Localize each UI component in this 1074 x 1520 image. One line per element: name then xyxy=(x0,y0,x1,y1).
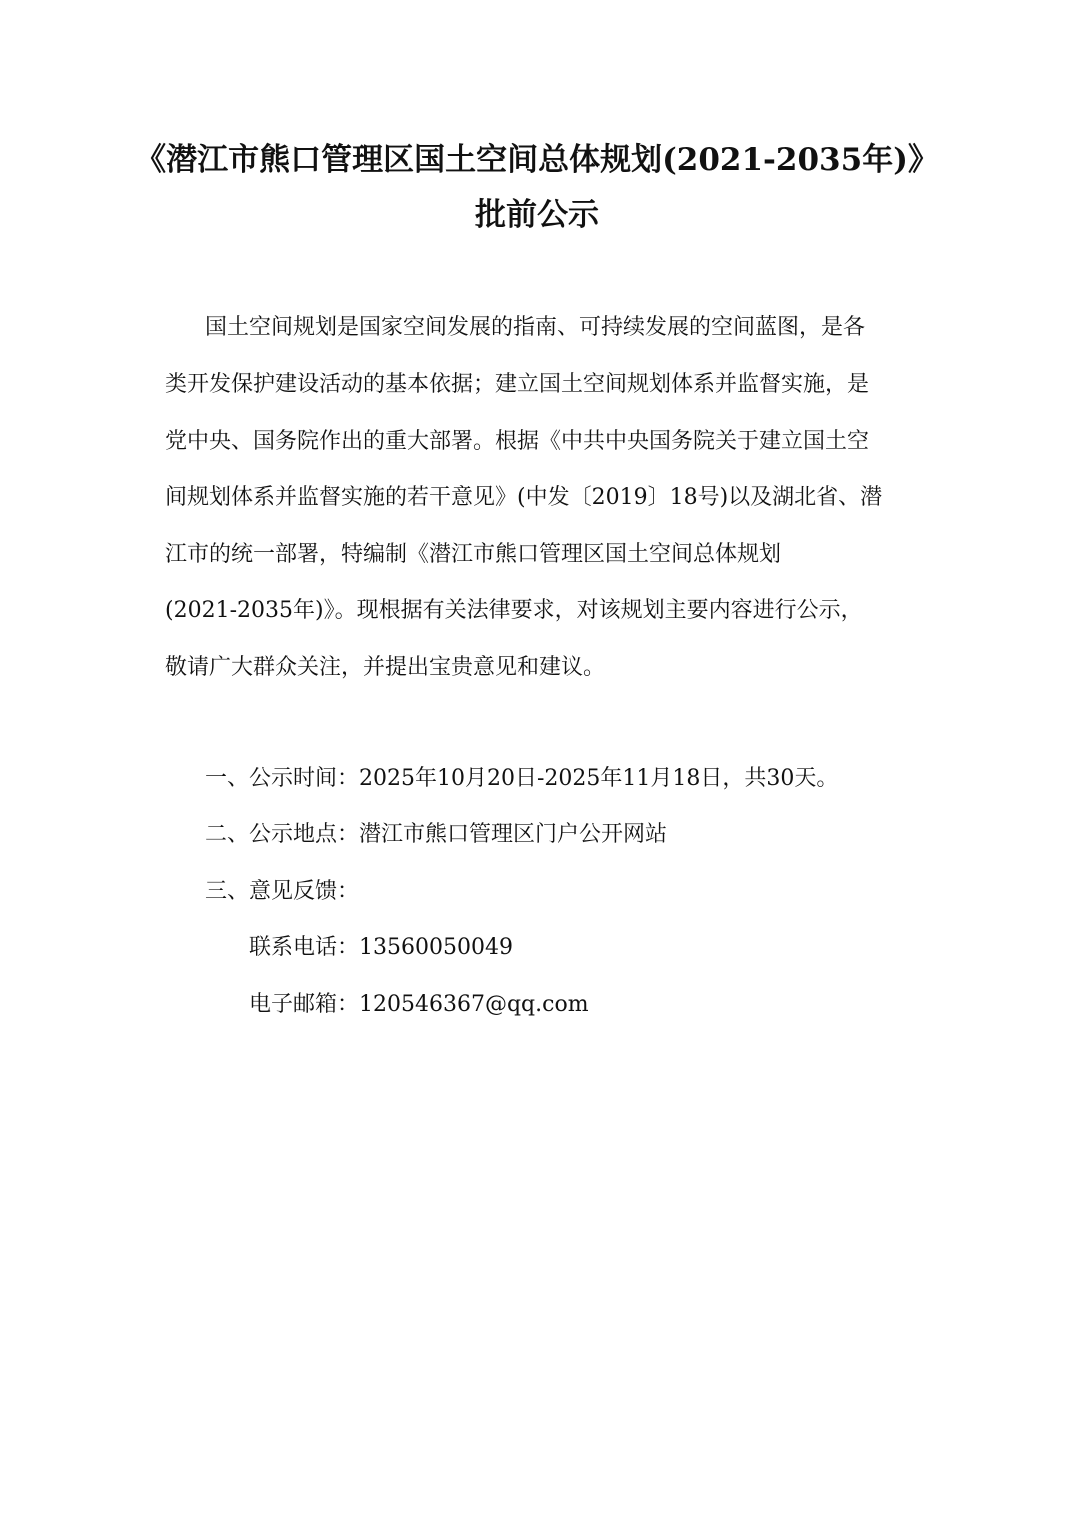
body-line: (2021-2035年)》。现根据有关法律要求，对该规划主要内容进行公示， xyxy=(165,598,863,623)
document-subtitle: 批前公示 xyxy=(475,197,599,233)
contact-phone: 联系电话：13560050049 xyxy=(249,935,513,960)
document-title: 《潜江市熊口管理区国土空间总体规划(2021-2035年)》 xyxy=(135,142,939,178)
notice-time: 一、公示时间：2025年10月20日-2025年11月18日，共30天。 xyxy=(205,766,839,791)
feedback-heading: 三、意见反馈： xyxy=(205,879,360,904)
body-line: 类开发保护建设活动的基本依据；建立国土空间规划体系并监督实施，是 xyxy=(165,372,870,397)
body-line: 江市的统一部署，特编制《潜江市熊口管理区国土空间总体规划 xyxy=(165,542,782,567)
body-line: 党中央、国务院作出的重大部署。根据《中共中央国务院关于建立国土空 xyxy=(165,429,870,454)
body-line: 国土空间规划是国家空间发展的指南、可持续发展的空间蓝图，是各 xyxy=(205,315,866,340)
notice-place: 二、公示地点：潜江市熊口管理区门户公开网站 xyxy=(205,822,668,847)
body-line: 间规划体系并监督实施的若干意见》(中发〔2019〕18号)以及湖北省、潜 xyxy=(165,485,883,510)
contact-email: 电子邮箱：120546367@qq.com xyxy=(249,992,589,1017)
body-line: 敬请广大群众关注，并提出宝贵意见和建议。 xyxy=(165,655,606,680)
